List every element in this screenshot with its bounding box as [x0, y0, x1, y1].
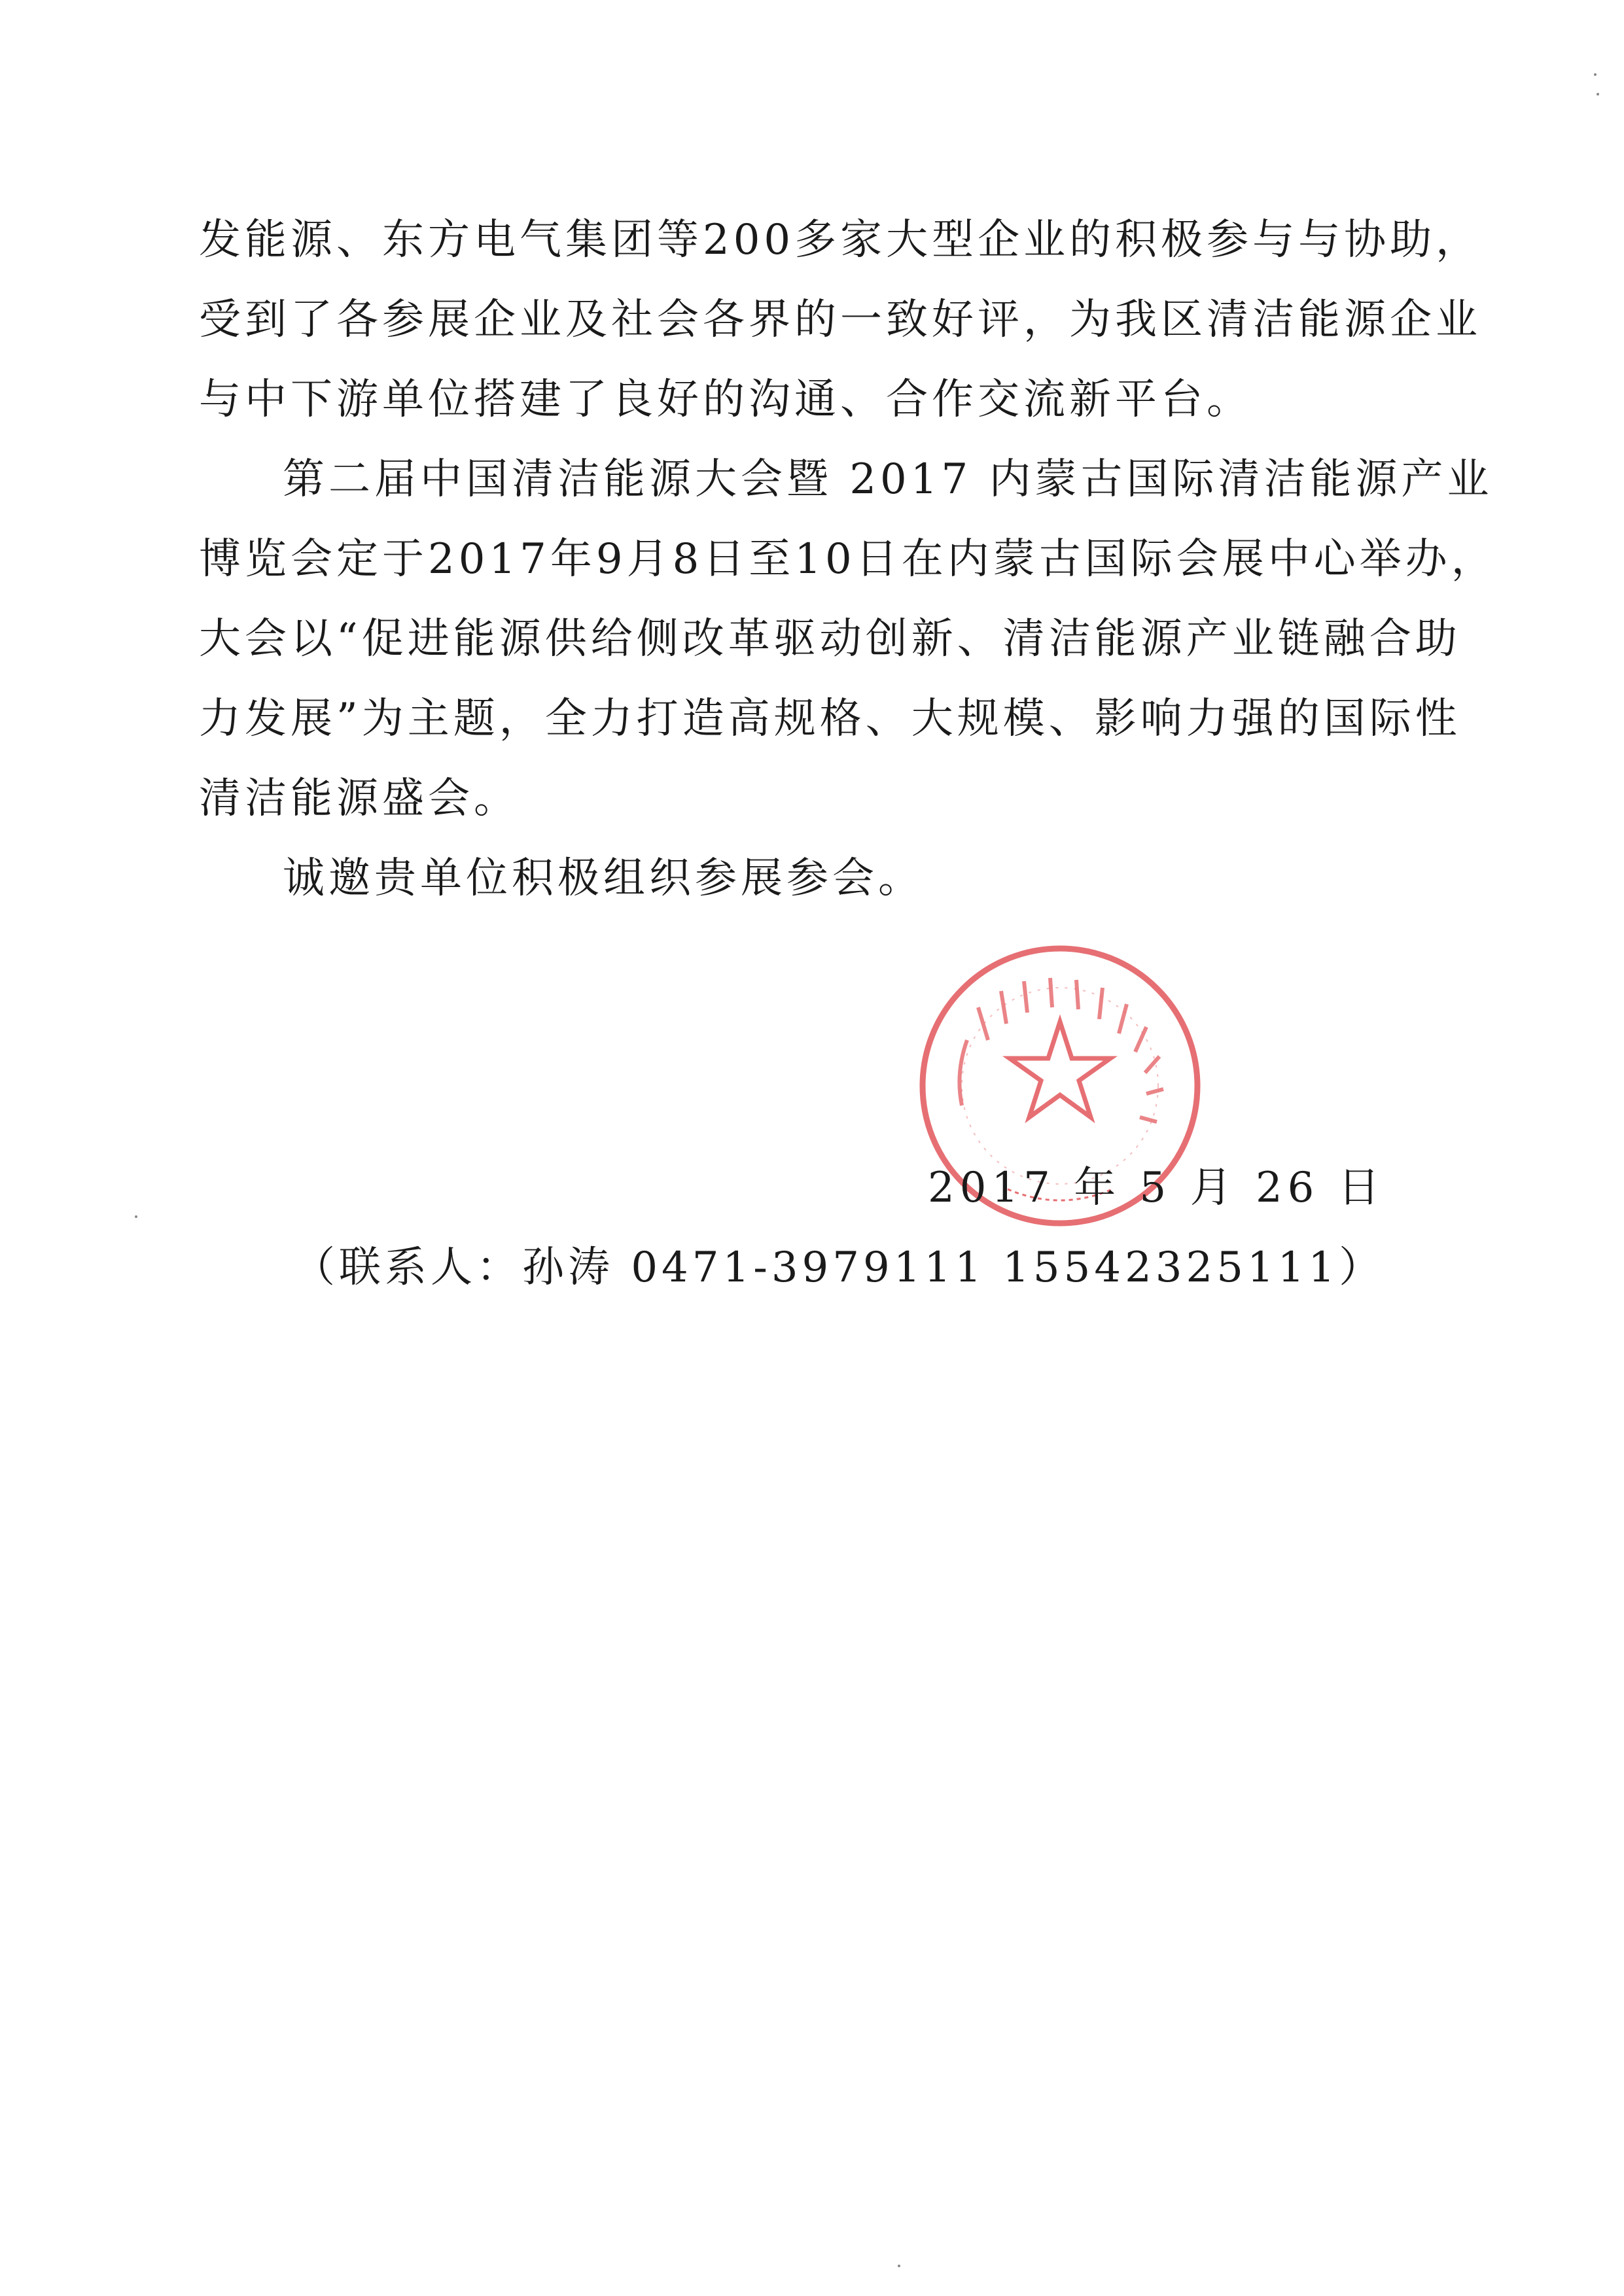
signature-date: 2017 年 5 月 26 日	[928, 1164, 1385, 1212]
scan-speck	[1597, 93, 1599, 96]
scan-speck	[135, 1215, 137, 1218]
paragraph-2-line-2: 博览会定于2017年9月8日至10日在内蒙古国际会展中心举办，	[199, 535, 1497, 583]
paragraph-2-line-5: 清洁能源盛会。	[199, 774, 520, 823]
paragraph-3: 诚邀贵单位积极组织参展参会。	[283, 854, 924, 903]
contact-info: （联系人：孙涛 0471-3979111 15542325111）	[293, 1244, 1385, 1292]
paragraph-1-line-2: 受到了各参展企业及社会各界的一致好评，为我区清洁能源企业	[199, 296, 1481, 344]
scan-speck	[1594, 73, 1597, 76]
paragraph-2-line-1: 第二届中国清洁能源大会暨 2017 内蒙古国际清洁能源产业	[283, 455, 1493, 504]
paragraph-1-line-3: 与中下游单位搭建了良好的沟通、合作交流新平台。	[199, 375, 1252, 424]
paragraph-2-line-3: 大会以“促进能源供给侧改革驱动创新、清洁能源产业链融合助	[199, 615, 1461, 663]
paragraph-2-line-4: 力发展”为主题，全力打造高规格、大规模、影响力强的国际性	[199, 695, 1461, 743]
seal-star-icon	[1010, 1022, 1110, 1117]
seal-script-marks	[959, 978, 1163, 1122]
scan-speck	[898, 2265, 900, 2267]
paragraph-1-line-1: 发能源、东方电气集团等200多家大型企业的积极参与与协助，	[199, 216, 1482, 264]
